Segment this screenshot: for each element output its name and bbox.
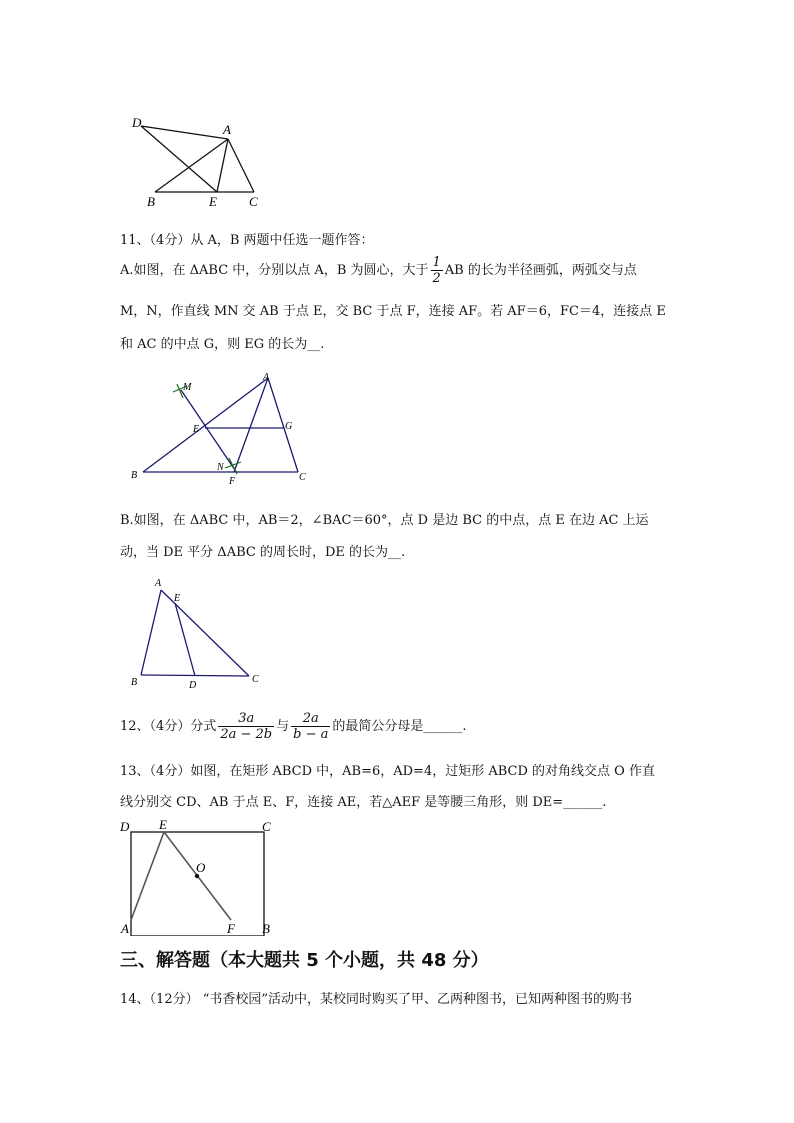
q11-a-line1-pre: A.如图，在 ΔABC 中，分别以点 A，B 为圆心，大于 <box>120 263 429 278</box>
q11-b-line2: 动，当 DE 平分 ΔABC 的周长时，DE 的长为__. <box>120 545 406 560</box>
figure-q10 <box>125 112 275 212</box>
label-c: C <box>252 674 259 685</box>
section-title: 三、解答题（本大题共 5 个小题，共 48 分） <box>120 950 489 971</box>
fraction-2-denominator: b − a <box>293 727 329 742</box>
label-c: C <box>262 819 271 834</box>
q11-b-line1: B.如图，在 ΔABC 中，AB＝2，∠BAC＝60°，点 D 是边 BC 的中点，点 E 在边 AC 上运 <box>120 513 649 528</box>
q11-a-line1-post: AB 的长为半径画弧，两弧交与点 <box>444 263 637 278</box>
label-e: E <box>159 817 167 832</box>
label-g: G <box>285 421 293 432</box>
q11-a-line1 <box>120 255 637 286</box>
q11-header: 11、（4分）从 A，B 两题中任选一题作答： <box>120 233 374 248</box>
q12 <box>120 711 467 742</box>
q11-a-line2: M，N，作直线 MN 交 AB 于点 E，交 BC 于点 F，连接 AF。若 AF＝6，FC＝4，连接点 E <box>120 304 666 319</box>
label-e: E <box>209 194 217 209</box>
q12-post: 的最简公分母是______. <box>332 719 467 734</box>
label-a: A <box>155 578 162 589</box>
label-d: D <box>132 115 142 130</box>
label-c: C <box>299 472 306 483</box>
q13-line2: 线分别交 CD、AB 于点 E、F，连接 AE，若△AEF 是等腰三角形，则 DE=______. <box>120 795 607 810</box>
label-d: D <box>120 819 130 834</box>
q12-mid: 与 <box>276 719 290 734</box>
label-e: E <box>193 424 200 435</box>
figure-q11-a <box>125 370 315 490</box>
label-o: O <box>196 860 206 875</box>
label-a: A <box>121 921 129 936</box>
fraction-1-denominator: 2a − 2b <box>220 727 273 742</box>
label-b: B <box>131 677 138 688</box>
q12-pre: 12、（4分）分式 <box>120 719 217 734</box>
label-a: A <box>263 372 270 383</box>
label-b: B <box>262 921 270 936</box>
half-numerator: 1 <box>432 255 441 270</box>
label-a: A <box>223 122 231 137</box>
label-b: B <box>147 194 155 209</box>
figure-q13 <box>115 816 285 936</box>
fraction-1 <box>218 711 274 742</box>
q11-a-line3: 和 AC 的中点 G，则 EG 的长为__. <box>120 337 325 352</box>
q13-line1: 13、（4分）如图，在矩形 ABCD 中，AB=6，AD=4，过矩形 ABCD 的对角线交点 O 作直 <box>120 764 655 779</box>
figure-q11-b <box>125 575 270 693</box>
label-b: B <box>131 470 138 481</box>
fraction-1-numerator: 3a <box>218 711 274 727</box>
label-m: M <box>183 382 192 393</box>
label-d: D <box>189 680 197 691</box>
fraction-2-numerator: 2a <box>291 711 330 727</box>
fraction-2 <box>291 711 330 742</box>
half-denominator: 2 <box>432 271 441 286</box>
label-e: E <box>174 593 181 604</box>
label-c: C <box>249 194 258 209</box>
half-fraction <box>431 255 443 286</box>
q14-line1: 14、（12分） “书香校园”活动中，某校同时购买了甲、乙两种图书，已知两种图书的购书 <box>120 992 633 1007</box>
label-f: F <box>227 921 235 936</box>
label-n: N <box>217 462 224 473</box>
label-f: F <box>229 476 236 487</box>
